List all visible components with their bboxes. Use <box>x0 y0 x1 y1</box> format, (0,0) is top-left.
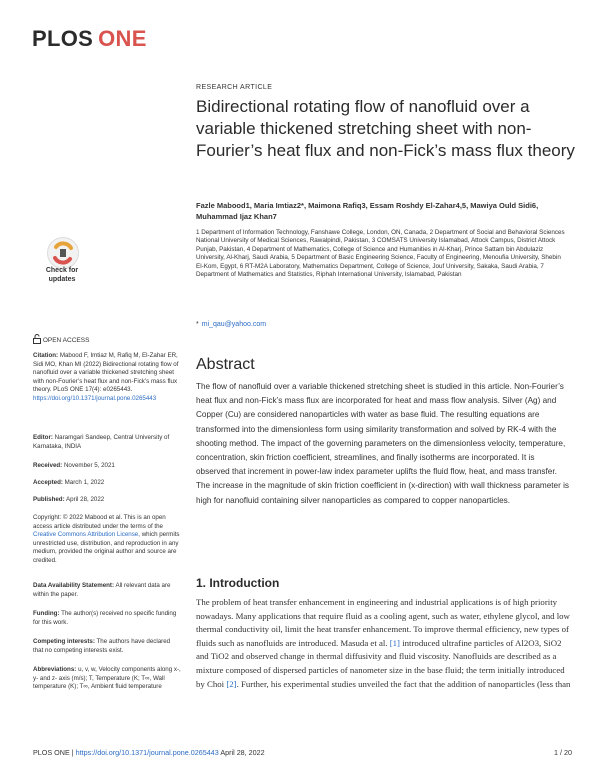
check-updates-label: Check for updates <box>45 267 79 283</box>
competing-interests-block <box>33 638 181 655</box>
intro-text-3: . Further, his experimental studies unveiled the fact that the addition of nanoparticles (less than <box>236 678 571 689</box>
reference-link-2[interactable]: [2] <box>226 678 237 689</box>
page-number: 1 / 20 <box>554 748 572 757</box>
journal-logo[interactable] <box>32 26 147 52</box>
funding-text: The author(s) received no specific funding for this work. <box>33 610 177 626</box>
accepted-label: Accepted: <box>33 479 63 486</box>
funding-label: Funding: <box>33 610 60 617</box>
footer-journal: PLOS ONE <box>33 748 70 757</box>
intro-text-2: introduced ultrafine particles of Al2O3, SiO2 and TiO2 and observed change in thermal diffusivity and fluid viscosity. Nanofluids are described as a mixture composed of dispersed particles of nanometer size in the base fluid; the term initially introduced by Choi <box>196 637 565 689</box>
email-link[interactable]: mi_qau@yahoo.com <box>201 321 267 328</box>
abbreviations-text: u, v, w, Velocity components along x-, y- and z- axis (m/s); T, Temperature (K; T∞, Wall temperature (K); T∞, Ambient fluid temperature <box>33 666 181 691</box>
published-date: April 28, 2022 <box>66 496 105 503</box>
copyright-block <box>33 514 181 566</box>
reference-link-1[interactable]: [1] <box>389 637 400 648</box>
abstract-heading: Abstract <box>196 356 255 373</box>
corresponding-email[interactable] <box>196 321 266 328</box>
accepted-date: March 1, 2022 <box>64 479 105 486</box>
copyright-text-2: , which permits unrestricted use, distribution, and reproduction in any medium, provided the original author and source are credited. <box>33 531 180 564</box>
check-for-updates-button[interactable] <box>40 237 84 295</box>
citation-text: Mabood F, Imtiaz M, Rafiq M, El-Zahar ER, Sidi MO, Khan MI (2022) Bidirectional rotating flow of nanofluid over a variable thickened stretching sheet with non-Fourier’s heat flux and non-Fick’s mass flux theory. PLoS ONE 17(4): e0265443. <box>33 352 179 394</box>
article-type-label: RESEARCH ARTICLE <box>196 84 273 91</box>
funding-block <box>33 610 181 627</box>
footer-date: April 28, 2022 <box>220 748 265 757</box>
published-label: Published: <box>33 496 65 503</box>
editor-block <box>33 434 181 451</box>
data-availability-label: Data Availability Statement: <box>33 582 115 589</box>
asterisk: * <box>196 321 199 328</box>
data-availability-block <box>33 582 181 599</box>
copyright-text: Copyright: © 2022 Mabood et al. This is an open access article distributed under the terms of the <box>33 514 166 530</box>
footer-sep-1: | <box>71 748 76 757</box>
abbreviations-label: Abbreviations: <box>33 666 77 673</box>
citation-label: Citation: <box>33 352 59 359</box>
competing-interests-label: Competing interests: <box>33 638 95 645</box>
received-date: November 5, 2021 <box>63 462 115 469</box>
competing-interests-text: The authors have declared that no competing interests exist. <box>33 638 171 654</box>
data-availability-text: All relevant data are within the paper. <box>33 582 171 598</box>
logo-one: ONE <box>98 26 147 51</box>
intro-paragraph <box>196 596 572 691</box>
published-block <box>33 496 181 505</box>
open-lock-icon <box>33 334 41 344</box>
author-list: Fazle Mabood1, Maria Imtiaz2*, Maimona Rafiq3, Essam Roshdy El-Zahar4,5, Mawiya Ould Sidi6, Muhammad Ijaz Khan7 <box>196 201 539 221</box>
license-link[interactable]: Creative Commons Attribution License <box>33 531 139 539</box>
editor-label: Editor: <box>33 434 53 441</box>
abstract-text: The flow of nanofluid over a variable thickened stretching sheet is studied in this article. Non-Fourier’s heat flux and non-Fick’s mass flux are incorporated for heat and mass flow analysis. Silver (Ag) and Copper (Cu) are considered nanoparticles with water as base fluid. The resulting equations are transformed into the dimensionless form using similarity transformation and solved by RK-4 with the shooting method. The impact of the governing parameters on the dimensionless velocity, temperature, concentration, skin friction coefficient, streamlines, and finally isotherms are incorporated. It is observed that increment in power-law index parameter uplifts the fluid flow, heat, and mass transfer. The increase in the magnitude of skin friction coefficient in (x-direction) with wall thickness parameter is high for nanofluid containing silver nanoparticles as compared to copper nanoparticles. <box>196 382 569 505</box>
abbreviations-block <box>33 666 181 692</box>
check-updates-icon <box>47 237 79 269</box>
logo-plos: PLOS <box>32 26 94 51</box>
received-block <box>33 462 181 471</box>
intro-text-1: The problem of heat transfer enhancement in engineering and industrial applications is of high priority nowadays. Many applications that require fluid as a cooling agent, such as water, ethylene glycol, and low thermal conductivity oil, limit the heat transfer enhancement. To improve thermal efficiency, new types of fluids such as nanofluids are introduced. Masuda et al. <box>196 597 570 648</box>
intro-heading: 1. Introduction <box>196 576 280 590</box>
editor-text: Naramgari Sandeep, Central University of Karnataka, INDIA <box>33 434 170 450</box>
received-label: Received: <box>33 462 63 469</box>
affiliations: 1 Department of Information Technology, Fanshawe College, London, ON, Canada, 2 Department of Social and Behavioral Sciences National University of Medical Sciences, Rawalpindi, Pakistan, 3 COMSATS University Islamabad, Attock Campus, District Attock Punjab, Pakistan, 4 Department of Mathematics, College of Science and Humanities in Al-Kharj, Prince Sattam bin Abdulaziz University, Al-Kharj, Saudi Arabia, 5 Department of Basic Engineering Science, Faculty of Engineering, Menoufia University, Shebin El-Kom, Egypt, 6 RT-M2A Laboratory, Mathematics Department, College of Science, Jouf University, Sakaka, Saudi Arabia, 7 Department of Mathematics and Statistics, Riphah International University, Islamabad, Pakistan <box>196 229 565 279</box>
open-access-badge <box>33 334 89 344</box>
paper-title: Bidirectional rotating flow of nanofluid over a variable thickened stretching sheet with non-Fourier’s heat flux and non-Fick’s mass flux theory <box>196 97 575 160</box>
citation-doi-link[interactable]: https://doi.org/10.1371/journal.pone.0265443 <box>33 394 157 402</box>
open-access-label: OPEN ACCESS <box>42 337 90 344</box>
accepted-block <box>33 479 181 488</box>
page-footer <box>33 748 573 757</box>
citation-block <box>33 352 181 404</box>
footer-doi-link[interactable]: https://doi.org/10.1371/journal.pone.0265443 <box>75 748 219 757</box>
